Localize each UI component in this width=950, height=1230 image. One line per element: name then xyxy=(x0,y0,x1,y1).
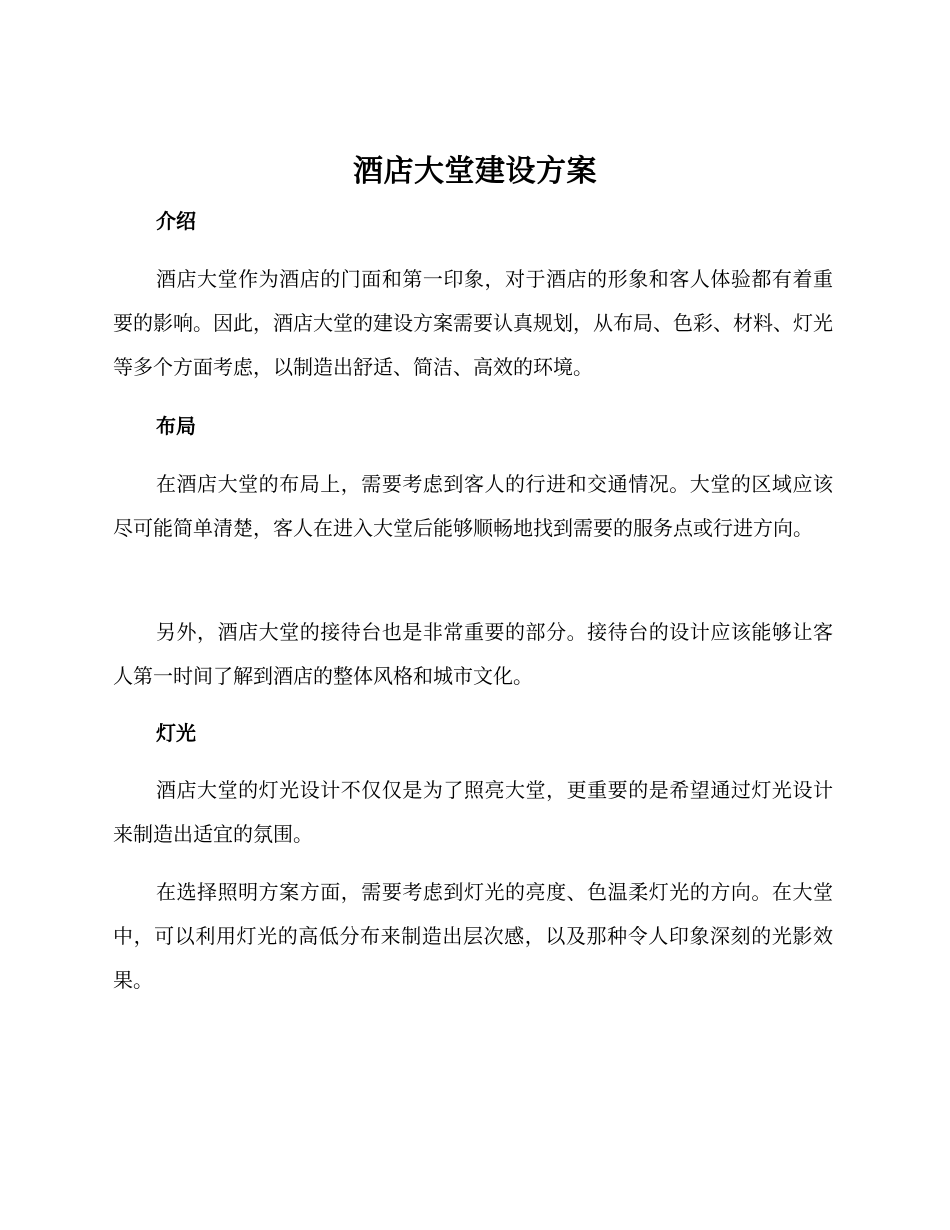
paragraph-lighting-1: 酒店大堂的灯光设计不仅仅是为了照亮大堂，更重要的是希望通过灯光设计来制造出适宜的氛围。 xyxy=(113,778,833,846)
section-heading-layout: 布局 xyxy=(156,414,196,438)
paragraph-layout-1: 在酒店大堂的布局上，需要考虑到客人的行进和交通情况。大堂的区域应该尽可能简单清楚，客人在进入大堂后能够顺畅地找到需要的服务点或行进方向。 xyxy=(113,472,833,540)
paragraph-layout-2: 另外，酒店大堂的接待台也是非常重要的部分。接待台的设计应该能够让客人第一时间了解到酒店的整体风格和城市文化。 xyxy=(113,620,833,688)
section-heading-intro: 介绍 xyxy=(156,209,196,233)
paragraph-lighting-2: 在选择照明方案方面，需要考虑到灯光的亮度、色温柔灯光的方向。在大堂中，可以利用灯光的高低分布来制造出层次感，以及那种令人印象深刻的光影效果。 xyxy=(113,880,833,992)
section-heading-lighting: 灯光 xyxy=(156,721,196,745)
paragraph-intro-1: 酒店大堂作为酒店的门面和第一印象，对于酒店的形象和客人体验都有着重要的影响。因此，酒店大堂的建设方案需要认真规划，从布局、色彩、材料、灯光等多个方面考虑，以制造出舒适、简洁、高效的环境。 xyxy=(113,267,833,379)
document-title: 酒店大堂建设方案 xyxy=(353,154,597,189)
